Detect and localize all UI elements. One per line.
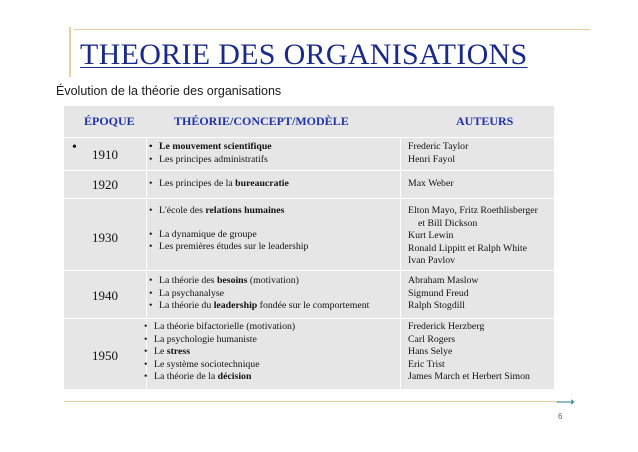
author-name: Ivan Pavlov [408,255,456,266]
author-name: Sigmund Freud [408,287,469,299]
concept-cell [149,141,399,166]
list-item: • La psychologie humaniste [144,334,394,347]
author-name: Ralph Stogdill [408,300,465,311]
authors-cell [408,178,554,191]
list-item: • Le mouvement scientifique [149,141,399,154]
table-row [64,198,554,270]
author-name: Carl Rogers [408,333,456,345]
title-accent-rule [69,27,71,77]
table-row [64,318,554,389]
author-name: et Bill Dickson [418,217,478,229]
footer-rule [64,401,558,402]
header-rule [74,29,590,30]
table-row [64,270,554,318]
year-cell: 1910 [92,147,118,162]
concept-cell [144,321,394,384]
year-cell: 1950 [92,348,118,363]
list-item: • La dynamique de groupe [149,229,399,242]
list-item: • La théorie de la décision [144,371,394,384]
table-row [64,137,554,170]
author-name: Abraham Maslow [408,275,479,286]
header-concept: THÉORIE/CONCEPT/MODÈLE [174,114,349,128]
list-item: • Le stress [144,346,394,359]
author-name: Hans Selye [408,346,453,357]
evolution-table [64,106,554,389]
concept-cell [149,178,399,191]
list-item: • La psychanalyse [149,288,399,301]
author-name: Elton Mayo, Fritz Roethlisberger [408,205,538,216]
list-item: • Les premières études sur le leadership [149,241,399,254]
author-name: Henri Fayol [408,153,456,165]
page-subtitle: Évolution de la théorie des organisations [56,84,282,98]
list-item: • La théorie bifactorielle (motivation) [144,321,394,334]
authors-cell [408,141,554,166]
concept-cell [149,205,399,254]
arrow-right-icon: ⟶ [556,394,575,409]
list-item: • L'école des relations humaines [149,205,399,218]
page-number: 6 [558,412,563,421]
authors-cell [408,321,554,384]
bullet-icon: • [72,140,77,155]
author-name: Max Weber [408,178,454,189]
list-item: • Le système sociotechnique [144,359,394,372]
year-cell: 1920 [92,177,118,192]
header-epoque: ÉPOQUE [84,114,135,128]
authors-cell [408,275,554,313]
author-name: Kurt Lewin [408,230,454,241]
list-item: • Les principes de la bureaucratie [149,178,399,191]
list-item: • La théorie des besoins (motivation) [149,275,399,288]
author-name: Frederick Herzberg [408,321,485,332]
concept-cell [149,275,399,313]
author-name: Frederic Taylor [408,141,469,152]
table-row [64,170,554,198]
page-title: THEORIE DES ORGANISATIONS [80,38,528,71]
author-name: Ronald Lippitt et Ralph White [408,242,527,254]
year-cell: 1930 [92,230,118,245]
list-item: • Les principes administratifs [149,154,399,167]
header-auteurs: AUTEURS [456,114,514,128]
author-name: Eric Trist [408,358,445,370]
author-name: James March et Herbert Simon [408,371,530,382]
list-item: • La théorie du leadership fondée sur le comportement [149,300,399,313]
authors-cell [408,205,554,268]
year-cell: 1940 [92,288,118,303]
